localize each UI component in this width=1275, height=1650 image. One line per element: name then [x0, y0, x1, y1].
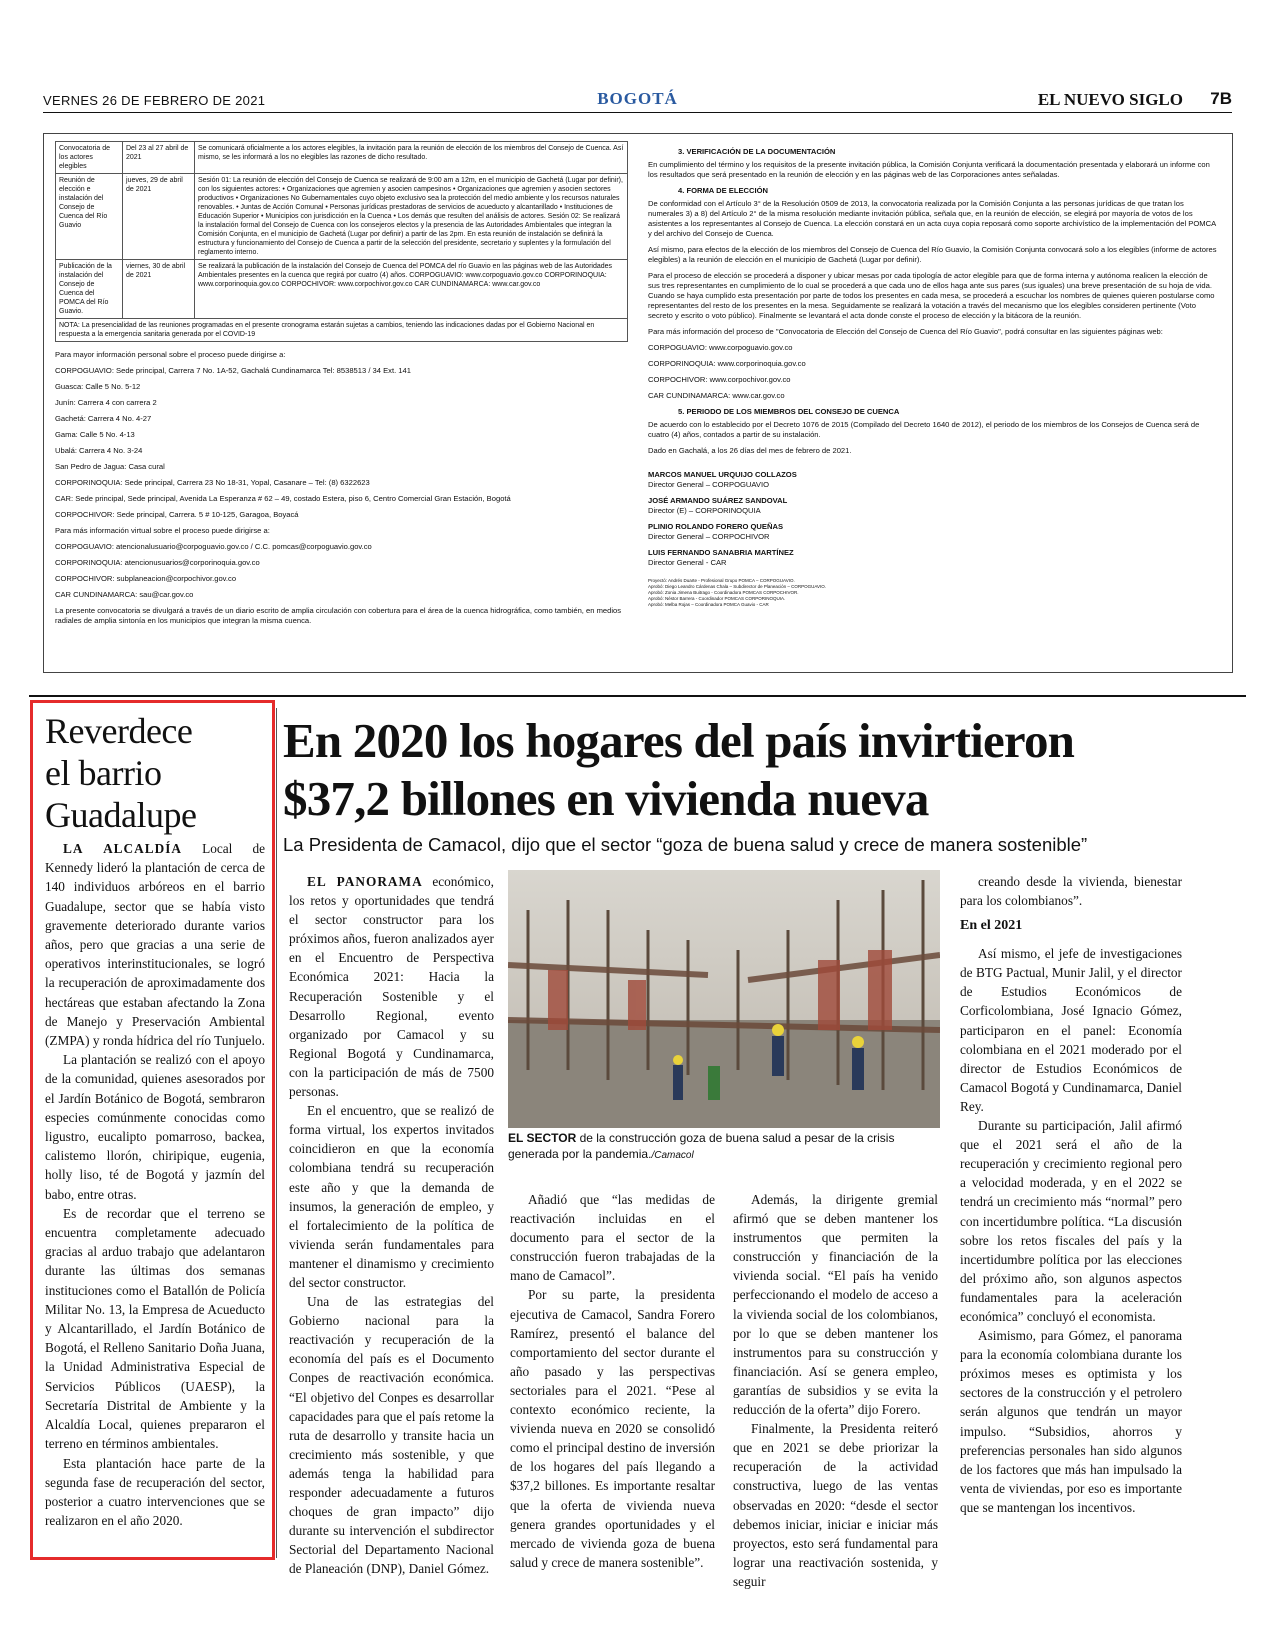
paragraph: creando desde la vivienda, bienestar para los colombianos”. — [960, 874, 1182, 909]
section-subtitle: En el 2021 — [960, 918, 1023, 934]
schedule-table — [55, 141, 628, 342]
credit-line: Aprobó: Diego Leandro Cárdenas Chala – Subdirector de Planeación – CORPOGUAVIO. — [648, 584, 827, 589]
paragraph: La plantación se realizó con el apoyo de la comunidad, quienes asesorados por el Jardín Botánico de Bogotá, sembraron especies comúnmente conocidas como ligustro, eucalipto pomarroso, backea, calistemo llorón, chiripique, eugenia, holly liso, té de Bogotá y jazmín del babo, entre otras. — [45, 1052, 265, 1202]
schedule-note: NOTA: La presencialidad de las reuniones programadas en el presente cronograma estarán sujetas a cambios, teniendo las indicaciones dadas por el Gobierno Nacional en respuesta a la emergencia sanitaria generada por el COVID-19 — [56, 319, 628, 342]
paragraph: Por su parte, la presidenta ejecutiva de Camacol, Sandra Forero Ramírez, presentó el balance del comportamiento del sector durante el año pasado y las perspectivas sectoriales para el 2021. “Pese al contexto económico reciente, la vivienda nueva en 2020 se consolidó como el principal destino de inversión de los hogares del país llegando a $37,2 billones. Es importante resaltar que la oferta de vivienda nueva genera grandes oportunidades y el mercado de vivienda goza de buena salud y crece de manera sostenible”. — [510, 1287, 715, 1570]
notice-paragraph: Para mayor información personal sobre el proceso puede dirigirse a: — [55, 350, 286, 359]
credit-line: Aprobó: Néstor Barrera - Coordinador POMCAS CORPORINOQUIA. — [648, 596, 786, 601]
schedule-cell-description: Se comunicará oficialmente a los actores elegibles, la invitación para la reunión de elección de los miembros del Consejo de Cuenca. Así mismo, se les informará a los no elegibles las razones de dicho resultado. — [195, 142, 628, 174]
construction-photo — [508, 870, 940, 1128]
notice-paragraph: CORPORINOQUIA: atencionusuarios@corporinoquia.gov.co — [55, 558, 260, 567]
section-separator — [29, 695, 1246, 697]
notice-paragraph: CORPOCHIVOR: subplaneacion@corpochivor.gov.co — [55, 574, 237, 583]
signatory-name: JOSÉ ARMANDO SUÁREZ SANDOVAL — [648, 496, 788, 505]
notice-right-column — [648, 141, 1218, 608]
schedule-row — [56, 174, 628, 260]
notice-section-heading: 3. VERIFICACIÓN DE LA DOCUMENTACIÓN — [678, 147, 836, 156]
signatory-name: MARCOS MANUEL URQUIJO COLLAZOS — [648, 470, 797, 479]
schedule-cell-date: jueves, 29 de abril de 2021 — [123, 174, 195, 260]
signatory-role: Director General – CORPOGUAVIO — [648, 480, 769, 489]
issue-date: VERNES 26 DE FEBRERO DE 2021 — [43, 93, 266, 108]
schedule-cell-date: Del 23 al 27 abril de 2021 — [123, 142, 195, 174]
notice-paragraph: CAR CUNDINAMARCA: sau@car.gov.co — [55, 590, 194, 599]
schedule-cell-description: Se realizará la publicación de la instalación del Consejo de Cuenca del POMCA del río Guavio en las páginas web de las Autoridades Ambientales presentes en la cuenca que regirá por cuatro (4) años. CORPOGUAVIO: www.corpoguavio.gov.co CORPORINOQUIA: www.corporinoquia.gov.co CORPOCHIVOR: www.corpochivor.gov.co CAR CUNDINAMARCA: www.car.gov.co — [195, 260, 628, 319]
notice-paragraph: Junín: Carrera 4 con carrera 2 — [55, 398, 157, 407]
notice-paragraph: CORPORINOQUIA: Sede principal, Carrera 23 No 18-31, Yopal, Casanare – Tel: (8) 6322623 — [55, 478, 370, 487]
section-name: BOGOTÁ — [597, 89, 678, 108]
schedule-cell-activity: Publicación de la instalación del Consejo de Cuenca del POMCA del Río Guavio. — [56, 260, 123, 319]
notice-paragraph: Para más información virtual sobre el proceso puede dirigirse a: — [55, 526, 270, 535]
paragraph: Es de recordar que el terreno se encuentra completamente adecuado gracias al arduo trabajo que adelantaron durante las últimas dos semanas instituciones como el Batallón de Policía Militar No. 13, la Empresa de Acueducto y Alcantarillado, el Jardín Botánico de Bogotá, el Relleno Sanitario Doña Juana, la Unidad Administrativa Especial de Servicios Públicos (UAESP), la Secretaría Distrital de Ambiente y la Alcaldía Local, quienes prepararon el terreno en términos ambientales. — [45, 1205, 265, 1452]
schedule-cell-activity: Reunión de elección e instalación del Consejo de Cuenca del Río Guavio — [56, 174, 123, 260]
article-column-2 — [510, 1190, 715, 1572]
signatory-name: LUIS FERNANDO SANABRIA MARTÍNEZ — [648, 548, 794, 557]
schedule-cell-description: Sesión 01: La reunión de elección del Consejo de Cuenca se realizará de 9:00 am a 12m, en el municipio de Gachetá (Lugar por definir), con los siguientes actores: • Organizaciones que agremien y asocien campesinos • Organizaciones que agremien y asocien sectores productivos • Organizaciones No Gubernamentales cuyo objeto exclusivo sea la protección del medio ambiente y los recursos naturales renovables. • Juntas de Acción Comunal • Personas jurídicas prestadoras de servicios de acueducto y alcantarillado • Instituciones de Educación Superior • Municipios con jurisdicción en la Cuenca • Los demás que resulten del análisis de actores. Sesión 02: Se realizará la instalación formal del Consejo de Cuenca con los consejeros electos y la presencia de las Autoridades Ambientales que integran la Comisión Conjunta, en el municipio de Gachetá (Lugar por definir) a partir de las 2pm. En esta reunión de instalación se definirá la estructura y funcionamiento del Consejo de Cuenca a partir de la selección del presidente, secretario y suplentes y la formulación del reglamento interno. — [195, 174, 628, 260]
signature-block — [648, 470, 1218, 490]
notice-paragraph: Gama: Calle 5 No. 4-13 — [55, 430, 135, 439]
paragraph: Añadió que “las medidas de reactivación incluidas en el documento para el sector de la construcción fueron trabajadas de la mano de Camacol”. — [510, 1192, 715, 1284]
notice-paragraph: CORPOGUAVIO: atencionalusuario@corpoguavio.gov.co / C.C. pomcas@corpoguavio.gov.co — [55, 542, 372, 551]
schedule-cell-date: viernes, 30 de abril de 2021 — [123, 260, 195, 319]
paragraph: Asimismo, para Gómez, el panorama para la economía colombiana durante los próximos meses es optimista y los sectores de la construcción y el petrolero serán algunos que tendrán un mayor impulso. “Subsidios, ahorros y preferencias personales han sido algunos de los factores que más han impulsado la venta de viviendas, por eso es importante que se mantengan los incentivos. — [960, 1328, 1182, 1515]
notice-paragraph: CORPORINOQUIA: www.corporinoquia.gov.co — [648, 359, 806, 368]
page-number: 7B — [1210, 89, 1232, 108]
signature-block — [648, 522, 1218, 542]
schedule-row — [56, 142, 628, 174]
notice-paragraph: Ubalá: Carrera 4 No. 3-24 — [55, 446, 143, 455]
sidebar-article-title: Reverdece el barrio Guadalupe — [45, 711, 197, 835]
notice-paragraph: De acuerdo con lo establecido por el Decreto 1076 de 2015 (Compilado del Decreto 1640 de 2012), el periodo de los miembros de los Consejos de Cuenca será de cuatro (4) años, contados a partir de su instalación. — [648, 420, 1200, 439]
notice-paragraph: San Pedro de Jagua: Casa cural — [55, 462, 165, 471]
credit-line: Aprobó: Melba Rojas – Coordinadora POMCA Guavio - CAR — [648, 602, 769, 607]
newspaper-name: EL NUEVO SIGLO — [1037, 90, 1183, 109]
notice-paragraph: La presente convocatoria se divulgará a través de un diario escrito de amplia circulación con cobertura para el área de la cuenca hidrográfica, como también, en medios radiales de amplia sintonía en los municipios que integran la misma cuenca. — [55, 606, 622, 625]
credit-line: Proyectó: Andrés Duarte - Profesional Grupo POMCA – CORPOGUAVIO. — [648, 578, 795, 583]
signatory-role: Director General - CAR — [648, 558, 727, 567]
article-column-3 — [733, 1190, 938, 1591]
notice-paragraph: Para más información del proceso de "Convocatoria de Elección del Consejo de Cuenca del Río Guavio", podrá consultar en las siguientes páginas web: — [648, 327, 1163, 336]
article-column-4 — [960, 872, 1182, 1517]
signatory-name: PLINIO ROLANDO FORERO QUEÑAS — [648, 522, 784, 531]
lead-caps: LA ALCALDÍA — [63, 841, 183, 856]
main-subheadline: La Presidenta de Camacol, dijo que el sector “goza de buena salud y crece de manera sostenible” — [283, 834, 1088, 855]
notice-paragraph: En cumplimiento del término y los requisitos de la presente invitación pública, la Comisión Conjunta verificará la documentación presentada y elaborará un informe con los resultados que será presentado en la reunión de elección y en las páginas web de las Corporaciones antes señaladas. — [648, 160, 1210, 179]
notice-paragraph: CORPOCHIVOR: www.corpochivor.gov.co — [648, 375, 791, 384]
signatures — [648, 470, 1218, 568]
notice-section-heading: 4. FORMA DE ELECCIÓN — [678, 186, 769, 195]
notice-paragraph: CAR: Sede principal, Sede principal, Avenida La Esperanza # 62 – 49, costado Estera, piso 6, Centro Comercial Gran Estación, Bogotá — [55, 494, 511, 503]
header-rule — [43, 112, 1232, 113]
signature-block — [648, 496, 1218, 516]
paragraph: Además, la dirigente gremial afirmó que se deben mantener los instrumentos que permiten la construcción y financiación de la vivienda social. “El país ha venido perfeccionando el modelo de acceso a la vivienda social de los colombianos, por lo que se deben mantener los instrumentos para su construcción y financiación. Así se genera empleo, garantías de subsidios y se evita la reducción de la oferta” dijo Forero. — [733, 1192, 938, 1418]
notice-paragraph: Así mismo, para efectos de la elección de los miembros del Consejo de Cuenca del Río Guavio, la Comisión Conjunta convocará solo a los elegibles (informe de actores elegibles) a la reunión de elección en el municipio de Gachetá (Lugar por definir). — [648, 245, 1217, 264]
paragraph: Esta plantación hace parte de la segunda fase de recuperación del sector, posterior a cuatro intervenciones que se realizaron en el año 2020. — [45, 1455, 265, 1529]
paragraph: Así mismo, el jefe de investigaciones de BTG Pactual, Munir Jalil, y el director de Estudios Económicos de Corficolombiana, José Ignacio Gómez, participaron en el panel: Economía colombiana en el 2021 moderado por el director de Estudios Económicos de Camacol Bogotá y Cundinamarca, Daniel Rey. — [960, 946, 1182, 1114]
notice-paragraph: Guasca: Calle 5 No. 5-12 — [55, 382, 141, 391]
credit-line: Aprobó: Zonia Jimena Buitrago - Coordinadora POMCAS CORPOCHIVOR. — [648, 590, 799, 595]
article-column-1: EL PANORAMA económico, los retos y oportunidades que tendrá el sector constructor para los próximos años, fueron analizados ayer en el Encuentro de Perspectiva Económica 2021: Hacia la Recuperación Sostenible y el Desarrollo Regional, evento organizado por Camacol y su Regional Bogotá y Cundinamarca, con la participación de más de 7500 personas. En el encuentro, que se realizó de forma virtual, los expertos invitados coincidieron en que la economía colombiana tendrá su recuperación este año y que la demanda de insumos, la generación de empleo, y el fortalecimiento de la política de vivienda serán fundamentales para mantener el dinamismo y crecimiento del sector constructor. Una de las estrategias del Gobierno nacional para la reactivación y recuperación de la economía del país es el Documento Conpes de reactivación económica. “El objetivo del Conpes es desarrollar capacidades para que el país retome la ruta de desarrollo y transite hacia un crecimiento más sostenible, y que además tenga la habilidad para responder adecuadamente a futuros choques de gran impacto” dijo durante su intervención el subdirector Sectorial del Departamento Nacional de Planeación (DNP), Daniel Gómez. — [289, 872, 494, 1578]
sidebar-article-body: LA ALCALDÍA Local de Kennedy lideró la plantación de cerca de 140 individuos arbóreos en el barrio Guadalupe, sector que se había visto gravemente deteriorado durante varios años, pero que gracias a una serie de operativos interinstitucionales, se logró la recuperación de aproximadamente dos hectáreas que estaban afectando la Zona de Manejo y Preservación Ambiental (ZMPA) y ronda hídrica del río Tunjuelo. La plantación se realizó con el apoyo de la comunidad, quienes asesorados por el Jardín Botánico de Bogotá, sembraron especies comúnmente conocidas como ligustro, eucalipto pomarroso, backea, calistemo llorón, chiripique, eugenia, holly liso, té de Bogotá y jazmín del babo, entre otras. Es de recordar que el terreno se encuentra completamente adecuado gracias al arduo trabajo que adelantaron durante las últimas dos semanas instituciones como el Batallón de Policía Militar No. 13, la Empresa de Acueducto y Alcantarillado, el Jardín Botánico de Bogotá, el Relleno Sanitario Doña Juana, la Unidad Administrativa Especial de Servicios Públicos (UAESP), la Secretaría Distrital de Ambiente y la Alcaldía Local, quienes prepararon el terreno en términos ambientales. Esta plantación hace parte de la segunda fase de recuperación del sector, posterior a cuatro intervenciones que se realizaron en el año 2020. — [45, 839, 265, 1530]
paragraph: Finalmente, la Presidenta reiteró que en 2021 se debe priorizar la recuperación de la actividad constructiva, luego de las ventas observadas en 2020: “desde el sector debemos iniciar, iniciar e iniciar más proyectos, esto será fundamental para lograr una reactivación sostenida, y seguir — [733, 1421, 938, 1589]
paragraph: Una de las estrategias del Gobierno nacional para la reactivación y recuperación de la economía del país es el Documento Conpes de reactivación económica. “El objetivo del Conpes es desarrollar capacidades para que el país retome la ruta de desarrollo y transite hacia un crecimiento más sostenible, y que además tenga la habilidad para responder adecuadamente a futuros choques de gran impacto” dijo durante su intervención el subdirector Sectorial del Departamento Nacional de Planeación (DNP), Daniel Gómez. — [289, 1294, 494, 1577]
paragraph: Durante su participación, Jalil afirmó que el 2021 será el año de la recuperación y crecimiento regional pero a velocidad moderada, y en el 2022 se tendrá un crecimiento más “normal” pero con incertidumbre política. “La discusión sobre los retos fiscales del país y la incertidumbre política por las elecciones del próximo año, son algunos aspectos fundamentales para la aceleración económica” concluyó el economista. — [960, 1118, 1182, 1324]
construction-site-image — [508, 870, 940, 1128]
signatory-role: Director General – CORPOCHIVOR — [648, 532, 770, 541]
notice-paragraph: Para el proceso de elección se procederá a disponer y ubicar mesas por cada tipología de actor elegible para que de forma interna y autónoma realicen la elección de sus tres representantes en cumplimiento de lo cual se procederá a que cada uno de ellos haga ante sus pares (sus iguales) una breve presentación de su hoja de vida. Cuando se haya cumplido esta presentación por parte de todos los presentes en cada mesa, se procederá a escuchar los nombres de quienes quieren postularse como representantes del resto de los presentes en la mesa. Seguidamente se realizará la votación a través del mecanismo que los elegibles consideren pertinente (Voto secreto y escrito o voto público). Finalmente se levantará el acta donde conste el proceso de elección y la bitácora de la reunión. — [648, 271, 1215, 320]
signatory-role: Director (E) – CORPORINOQUIA — [648, 506, 761, 515]
main-headline: En 2020 los hogares del país invirtieron $37,2 billones en vivienda nueva — [283, 713, 1075, 826]
notice-paragraph: CAR CUNDINAMARCA: www.car.gov.co — [648, 391, 785, 400]
signature-block — [648, 548, 1218, 568]
lead-caps: EL PANORAMA — [307, 874, 423, 889]
notice-paragraph: Gachetá: Carrera 4 No. 4-27 — [55, 414, 152, 423]
notice-paragraph: Dado en Gachalá, a los 26 días del mes de febrero de 2021. — [648, 446, 852, 455]
notice-section-heading: 5. PERIODO DE LOS MIEMBROS DEL CONSEJO DE CUENCA — [678, 407, 900, 416]
notice-paragraph: CORPOGUAVIO: Sede principal, Carrera 7 No. 1A-52, Gachalá Cundinamarca Tel: 8538513 / 34 Ext. 141 — [55, 366, 411, 375]
photo-credit: /Camacol — [651, 1150, 694, 1161]
notice-paragraph: CORPOGUAVIO: www.corpoguavio.gov.co — [648, 343, 793, 352]
notice-contact-info — [55, 350, 628, 626]
credits — [648, 578, 1218, 608]
paragraph: En el encuentro, que se realizó de forma virtual, los expertos invitados coincidieron en que la economía colombiana tendrá su recuperación este año y que la demanda de insumos, la generación de empleo, y el fortalecimiento de la política de vivienda serán fundamentales para mantener el dinamismo y crecimiento del sector constructor. — [289, 1103, 494, 1290]
photo-caption: EL SECTOR de la construcción goza de buena salud a pesar de la crisis generada por la pandemia./Camacol — [508, 1131, 895, 1161]
notice-paragraph: CORPOCHIVOR: Sede principal, Carrera. 5 # 10-125, Garagoa, Boyacá — [55, 510, 299, 519]
notice-left-column — [55, 141, 628, 632]
column-divider — [276, 708, 277, 1558]
schedule-row — [56, 260, 628, 319]
schedule-cell-activity: Convocatoria de los actores elegibles — [56, 142, 123, 174]
notice-paragraph: De conformidad con el Artículo 3° de la Resolución 0509 de 2013, la convocatoria realizada por la Comisión Conjunta a las personas jurídicas de que tratan los numerales 3) a 8) del Artículo 2° de la misma resolución mediante invitación pública, señala que, en la reunión de elección, se elegirá por mayoría de votos de los asistentes a los representantes al Consejo de Cuenca. La elección constará en un acta cuya copia reposará como soporte archivístico de la implementación del POMCA y del archivo del Consejo de Cuenca. — [648, 199, 1216, 238]
